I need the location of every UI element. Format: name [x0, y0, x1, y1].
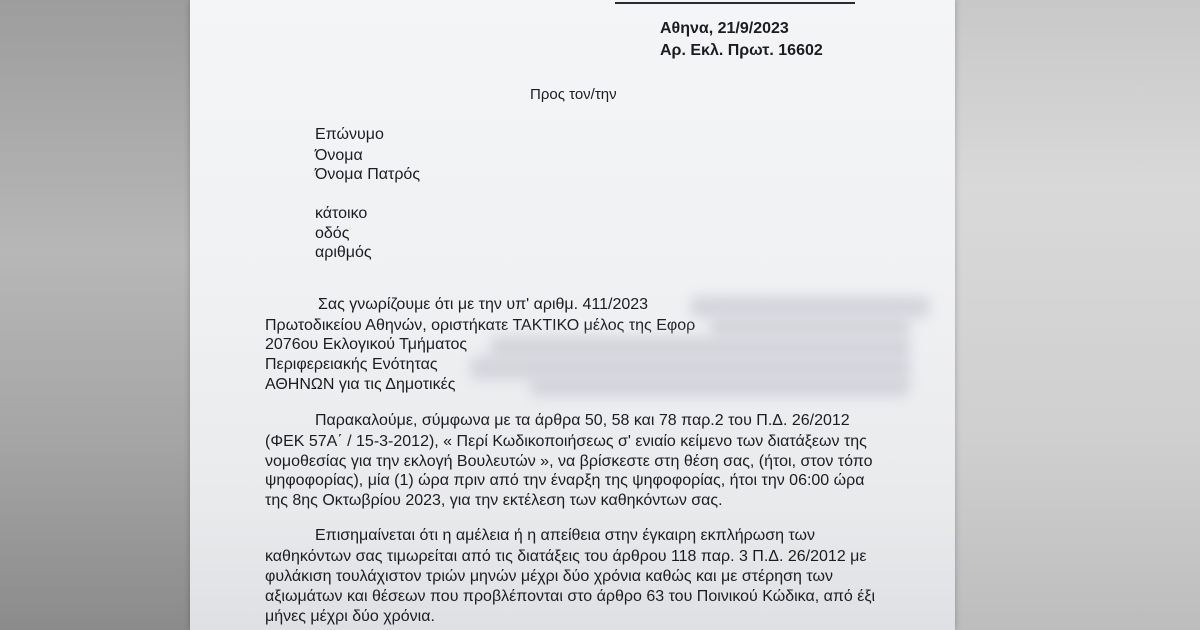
address-number: αριθμός: [315, 244, 372, 261]
greeting: Προς τον/την: [530, 86, 617, 103]
para3-line4: αξιωμάτων και θέσεων που προβλέπονται στο άρθρο 63 του Ποινικού Κώδικα, από έξι: [265, 588, 876, 605]
recipient-father-name: Όνομα Πατρός: [315, 166, 421, 183]
letterhead-underline: [615, 0, 855, 4]
redaction-2: [710, 316, 910, 338]
para3-line1: Επισημαίνεται ότι η αμέλεια ή η απείθεια στην έγκαιρη εκπλήρωση των: [315, 527, 815, 544]
address-resident: κάτοικο: [315, 205, 368, 222]
letter-page: [190, 0, 955, 630]
protocol-number: Αρ. Εκλ. Πρωτ. 16602: [660, 42, 823, 59]
redaction-1: [690, 296, 930, 318]
background-right: [955, 0, 1200, 630]
para2-line2: (ΦΕΚ 57Α΄ / 15-3-2012), « Περί Κωδικοποιήσεως σ' ενιαίο κείμενο των διατάξεων της: [265, 433, 867, 450]
address-street: οδός: [315, 225, 350, 242]
background-left: [0, 0, 190, 630]
para1-line1: Σας γνωρίζουμε ότι με την υπ' αριθμ. 411/2023: [318, 296, 649, 313]
para3-line2: καθηκόντων σας τιμωρείται από τις διατάξεις του άρθρου 118 παρ. 3 Π.Δ. 26/2012 με: [265, 548, 867, 565]
para2-line5: της 8ης Οκτωβρίου 2023, για την εκτέλεση των καθηκόντων σας.: [265, 492, 723, 509]
para3-line5: μήνες μέχρι δύο χρόνια.: [265, 608, 435, 625]
para2-line4: ψηφοφορίας), μία (1) ώρα πριν από την έναρξη της ψηφοφορίας, ήτοι την 06:00 ώρα: [265, 472, 865, 489]
para2-line1: Παρακαλούμε, σύμφωνα με τα άρθρα 50, 58 και 78 παρ.2 του Π.Δ. 26/2012: [315, 412, 850, 429]
para1-line3: 2076ου Εκλογικού Τμήματος: [265, 336, 468, 353]
para3-line3: φυλάκιση τουλάχιστον τριών μηνών μέχρι δύο χρόνια καθώς και με στέρηση των: [265, 568, 833, 585]
para2-line3: νομοθεσίας για την εκλογή Βουλευτών », να βρίσκεστε στη θέση σας, (ήτοι, στον τόπο: [265, 453, 873, 470]
letter-date: Αθηνα, 21/9/2023: [660, 20, 789, 37]
para1-line4: Περιφερειακής Ενότητας: [265, 356, 438, 373]
para1-line5: ΑΘΗΝΩΝ για τις Δημοτικές: [265, 376, 456, 393]
recipient-surname: Επώνυμο: [315, 126, 384, 143]
redaction-5: [530, 375, 910, 397]
para1-line2: Πρωτοδικείου Αθηνών, οριστήκατε ΤΑΚΤΙΚΟ μέλος της Εφορ: [265, 317, 696, 334]
recipient-name: Όνομα: [315, 147, 363, 164]
